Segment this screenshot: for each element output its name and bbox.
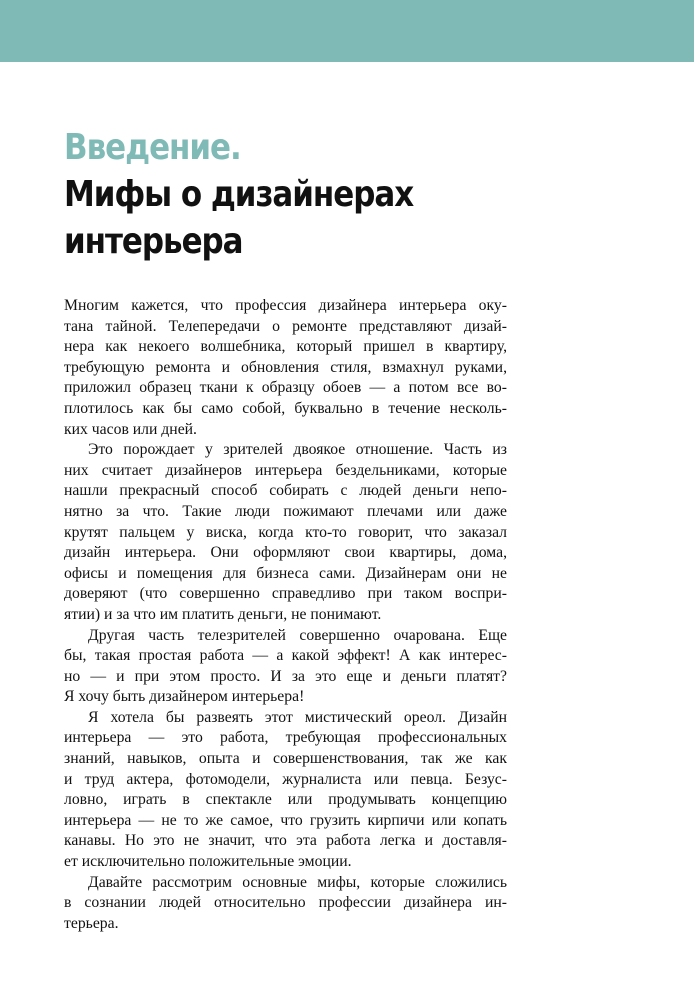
text-line: но — и при этом просто. И за это еще и деньги платят? xyxy=(64,667,507,685)
text-line: в сознании людей относительно профессии дизайнера ин- xyxy=(64,894,507,912)
text-line: требующую ремонта и обновления стиля, взмахнул руками, xyxy=(64,358,507,376)
text-line: офисы и помещения для бизнеса сами. Дизайнерам они не xyxy=(64,564,507,582)
text-line: интерьера — не то же самое, что грузить кирпичи или копать xyxy=(64,811,507,829)
text-line: приложил образец ткани к образцу обоев — а потом все во- xyxy=(64,379,507,397)
text-line: крутят пальцем у виска, когда кто-то говорит, что заказал xyxy=(64,523,507,541)
paragraph-1 xyxy=(64,296,507,440)
text-line: Я хотела бы развеять этот мистический ореол. Дизайн xyxy=(88,708,507,726)
text-line: Многим кажется, что профессия дизайнера интерьера оку- xyxy=(64,297,507,314)
text-line: ких часов или дней. xyxy=(64,420,197,438)
text-line: Давайте рассмотрим основные мифы, которые сложились xyxy=(88,873,507,891)
text-line: нятно за что. Такие люди пожимают плечами или даже xyxy=(64,502,507,520)
text-line: доверяют (что совершенно справедливо при таком воспри- xyxy=(64,585,507,603)
paragraph-3 xyxy=(64,626,507,708)
title-line-3: интерьера xyxy=(64,221,243,262)
text-line: Другая часть телезрителей совершенно очарована. Еще xyxy=(88,626,507,644)
text-line: интерьера — это работа, требующая профессиональных xyxy=(64,729,507,747)
top-color-band xyxy=(0,0,694,62)
chapter-title xyxy=(64,124,664,265)
text-line: нашли прекрасный способ собирать с людей деньги непо- xyxy=(64,482,507,500)
text-line: ет исключительно положительные эмоции. xyxy=(64,853,352,871)
text-line: ловно, играть в спектакле или продумывать концепцию xyxy=(64,791,507,809)
text-line: Это порождает у зрителей двоякое отношение. Часть из xyxy=(88,441,507,459)
text-line: канавы. Но это не значит, что эта работа легка и доставля- xyxy=(64,832,507,850)
paragraph-5 xyxy=(64,873,507,935)
text-line: Я хочу быть дизайнером интерьера! xyxy=(64,688,305,706)
text-line: бы, такая простая работа — а какой эффект! А как интерес- xyxy=(64,647,507,665)
text-line: них считает дизайнеров интерьера бездельниками, которые xyxy=(64,461,507,479)
text-line: плотилось как бы само собой, буквально в течение несколь- xyxy=(64,399,507,417)
text-line: нера как некоего волшебника, который пришел в квартиру, xyxy=(64,338,507,356)
text-line: дизайн интерьера. Они оформляют свои квартиры, дома, xyxy=(64,544,507,562)
paragraph-2 xyxy=(64,440,507,625)
text-line: ятии) и за что им платить деньги, не понимают. xyxy=(64,605,382,623)
text-line: знаний, навыков, опыта и совершенствования, так же как xyxy=(64,750,507,768)
body-text xyxy=(64,296,507,934)
text-line: терьера. xyxy=(64,914,119,932)
text-line: тана тайной. Телепередачи о ремонте представляют дизай- xyxy=(64,317,507,335)
paragraph-4 xyxy=(64,708,507,873)
title-accent-line: Введение. xyxy=(64,127,241,168)
text-line: и труд актера, фотомодели, журналиста или певца. Безус- xyxy=(64,770,507,788)
title-line-2: Мифы о дизайнерах xyxy=(64,174,414,215)
